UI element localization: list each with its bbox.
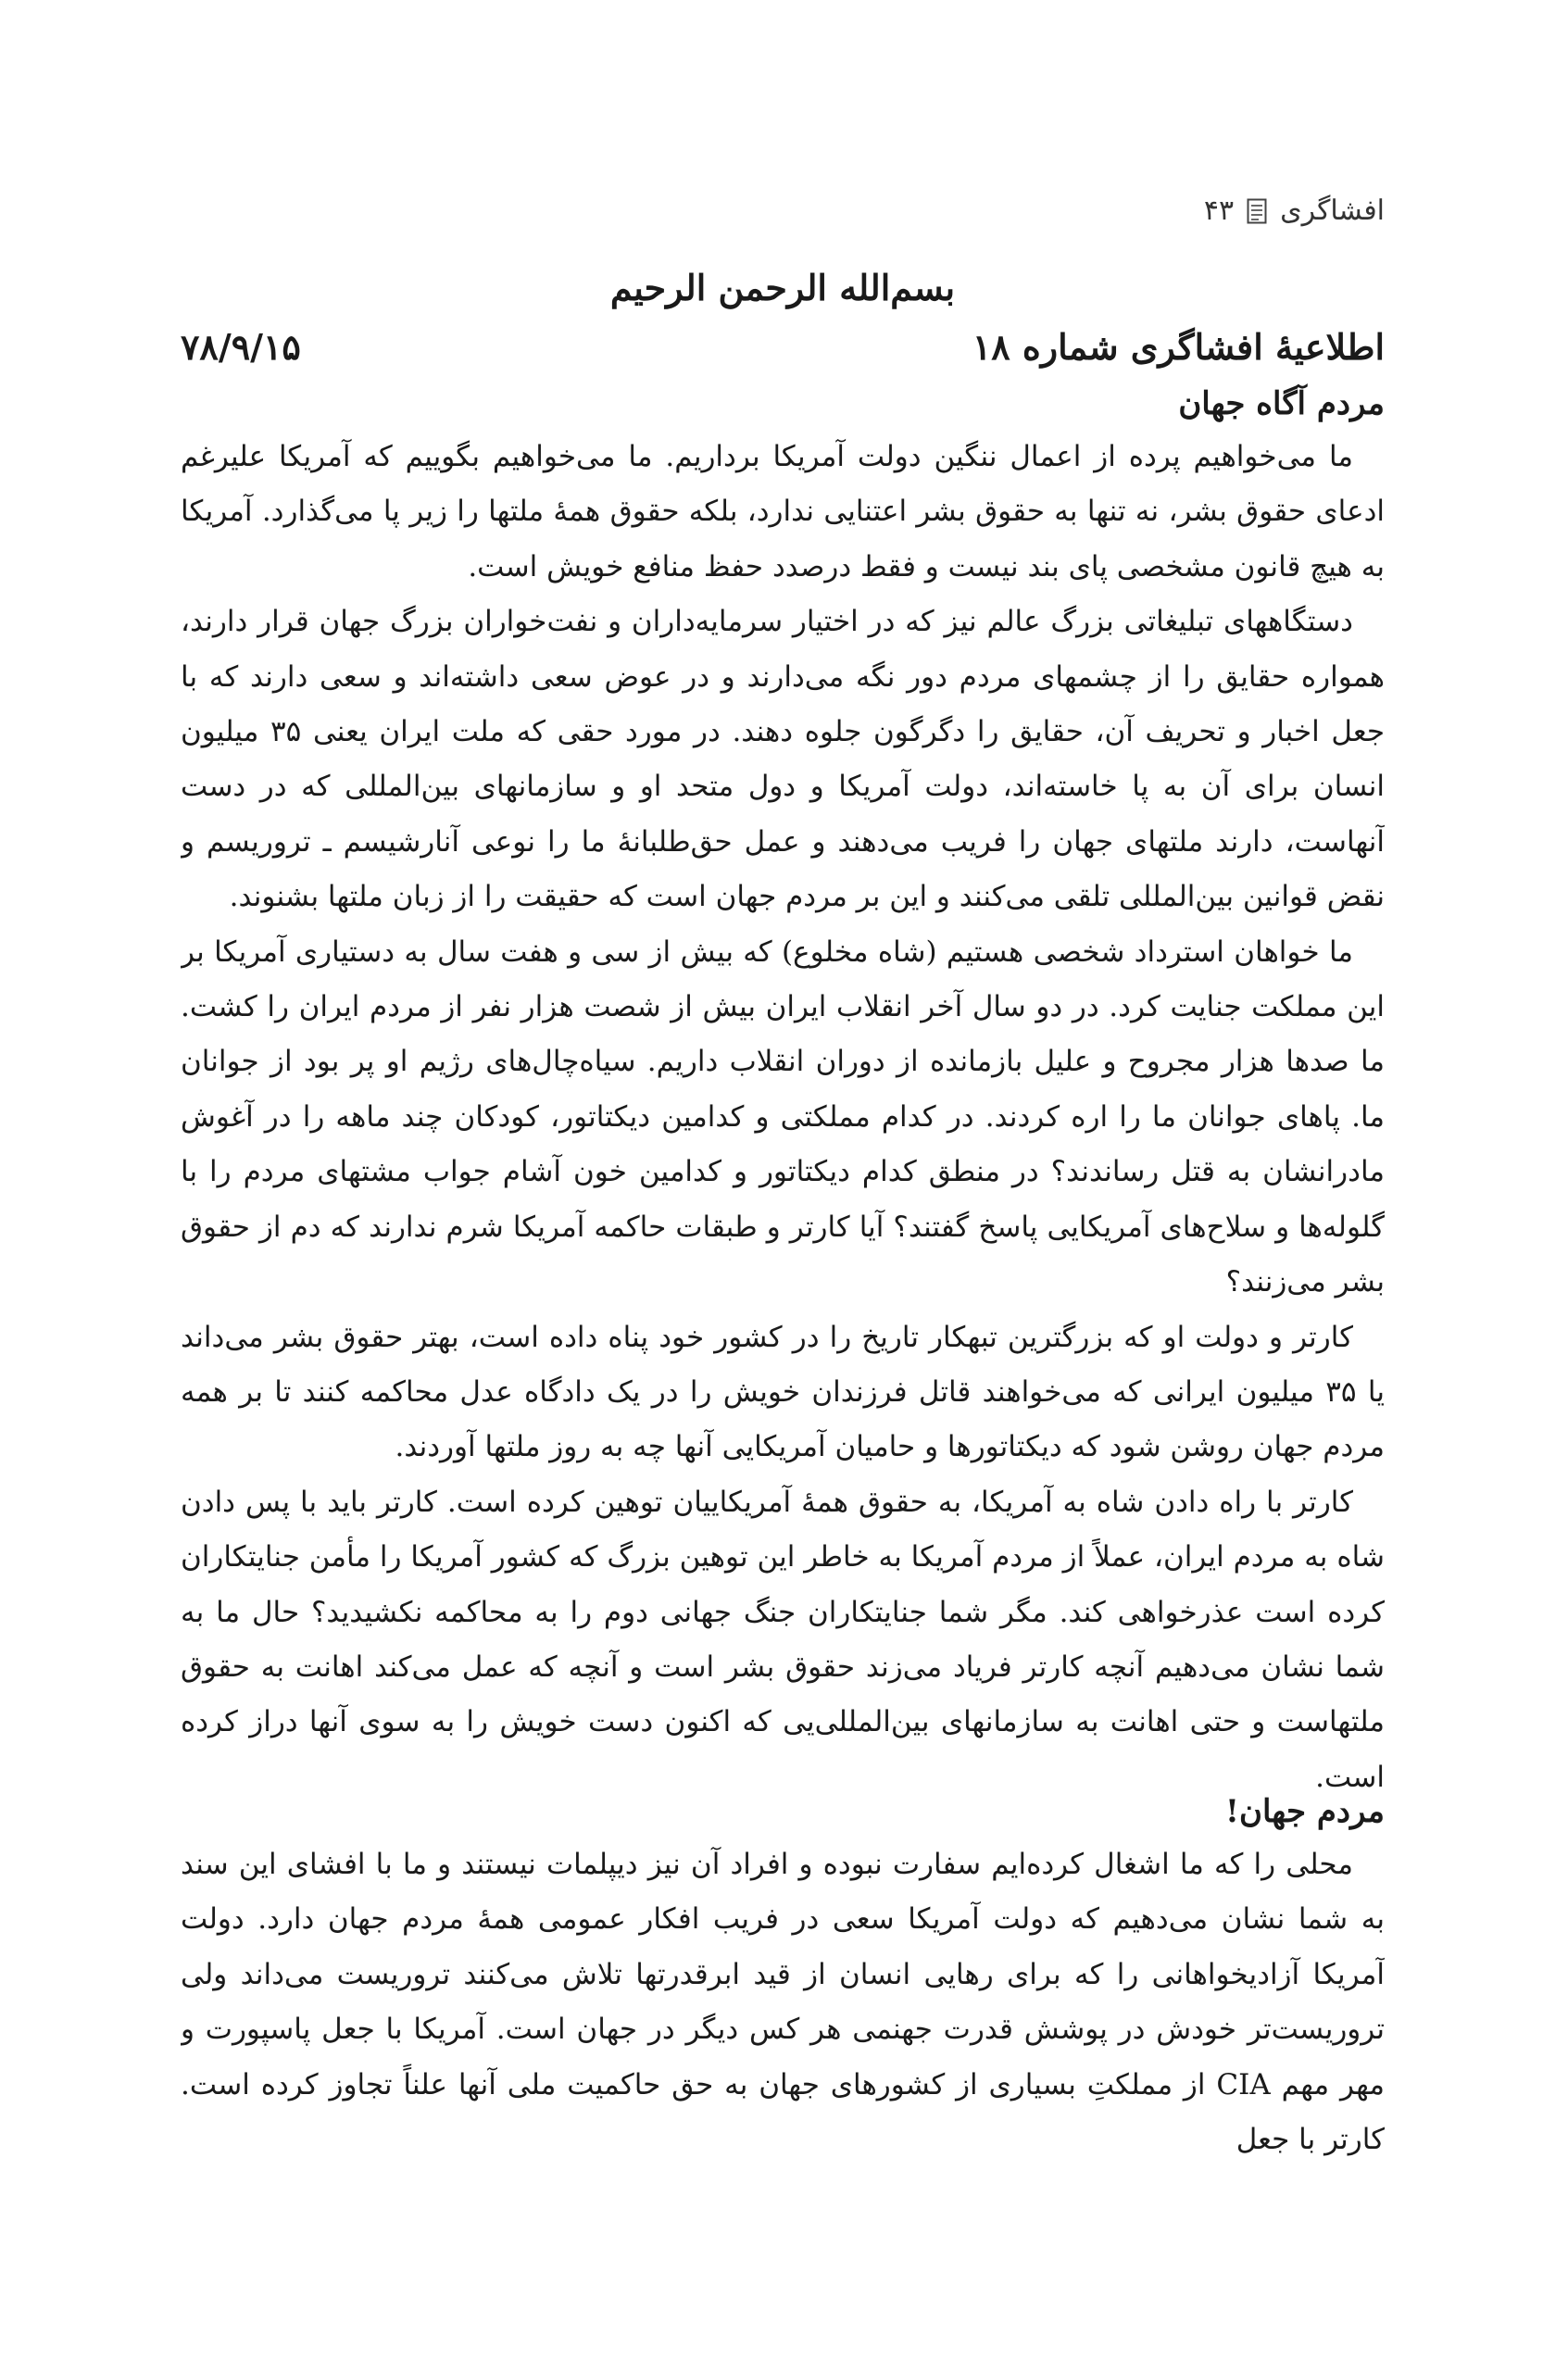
paragraph: ما خواهان استرداد شخصی هستیم (شاه مخلوع) که بیش از سی و هفت سال به دستیاری آمریکا بر این مملکت جنایت کرد. در دو سال آخر انقلاب ایران بیش از شصت هزار نفر از مردم ایران را کشت. ما صدها هزار مجروح و علیل بازمانده از دوران انقلاب داریم. سیاه‌چال‌های رژیم او پر بود از جوانان ما. پاهای جوانان ما را اره کردند. در کدام مملکتی و کدامین دیکتاتور، کودکان چند ماهه را در آغوش مادرانشان به قتل رساندند؟ در منطق کدام دیکتاتور و کدامین خون آشام جواب مشتهای مردم را با گلوله‌ها و سلاح‌های آمریکایی پاسخ گفتند؟ آیا کارتر و طبقات حاکمه آمریکا شرم ندارند که دم از حقوق بشر می‌زنند؟ (181, 935, 1385, 1299)
paragraph: ما می‌خواهیم پرده از اعمال ننگین دولت آمریکا برداریم. ما می‌خواهیم بگوییم که آمریکا علیرغم ادعای حقوق بشر، نه تنها به حقوق بشر اعتنایی ندارد، بلکه حقوق همهٔ ملتها را زیر پا می‌گذارد. آمریکا به هیچ قانون مشخصی پای بند نیست و فقط درصدد حفظ منافع خویش است. (181, 440, 1385, 583)
notice-date: ۷۸/۹/۱۵ (181, 326, 301, 368)
section-world-people (181, 1786, 1385, 2167)
section-heading: مردم جهان! (1225, 1793, 1385, 1830)
paragraph: دستگاههای تبلیغاتی بزرگ عالم نیز که در اختیار سرمایه‌داران و نفت‌خواران بزرگ جهان قرار دارند، همواره حقایق را از چشمهای مردم دور نگه می‌دارند و در عوض سعی داشته‌اند و سعی دارند که با جعل اخبار و تحریف آن، حقایق را دگرگون جلوه دهند. در مورد حقی که ملت ایران یعنی ۳۵ میلیون انسان برای آن به پا خاسته‌اند، دولت آمریکا و دول متحد او و سازمانهای بین‌المللی که در دست آنهاست، دارند ملتهای جهان را فریب می‌دهند و عمل حق‌طلبانهٔ ما را نوعی آنارشیسم ـ تروریسم و نقض قوانین بین‌المللی تلقی می‌کنند و این بر مردم جهان است که حقیقت را از زبان ملتها بشنوند. (181, 605, 1385, 914)
section-heading: مردم آگاه جهان (1178, 385, 1385, 422)
document-icon (1247, 198, 1267, 224)
paragraph: کارتر و دولت او که بزرگترین تبهکار تاریخ را در کشور خود پناه داده است، بهتر حقوق بشر می‌داند یا ۳۵ میلیون ایرانی که می‌خواهند قاتل فرزندان خویش را در یک دادگاه عدل محاکمه کنند تا بر همه مردم جهان روشن شود که دیکتاتورها و حامیان آمریکایی آنها چه به روز ملتها آوردند. (181, 1320, 1385, 1464)
bismillah-heading: بسم‌الله الرحمن الرحیم (609, 267, 956, 308)
running-header (1204, 194, 1385, 227)
notice-info-line (181, 326, 1385, 372)
paragraph: محلی را که ما اشغال کرده‌ایم سفارت نبوده و افراد آن نیز دیپلمات نیستند و ما با افشای این سند به شما نشان می‌دهیم که دولت آمریکا سعی در فریب افکار عمومی همهٔ مردم جهان دارد. دولت آمریکا آزادیخواهانی را که برای رهایی انسان از قید ابرقدرتها تلاش می‌کنند تروریست می‌داند ولی تروریست‌تر خودش در پوشش قدرت جهنمی هر کس دیگر در جهان است. آمریکا با جعل پاسپورت و مهر مهم CIA از مملکتِ بسیاری از کشورهای جهان به حق حاکمیت ملی آنها علناً تجاوز کرده است. کارتر با جعل (181, 1848, 1385, 2157)
paragraph: کارتر با راه دادن شاه به آمریکا، به حقوق همهٔ آمریکاییان توهین کرده است. کارتر باید با پس دادن شاه به مردم ایران، عملاً از مردم آمریکا به خاطر این توهین بزرگ که کشور آمریکا را مأمن جنایتکاران کرده است عذرخواهی کند. مگر شما جنایتکاران جنگ جهانی دوم را به محاکمه نکشیدید؟ حال ما به شما نشان می‌دهیم آنچه کارتر فریاد می‌زند حقوق بشر است و آنچه که عمل می‌کند اهانت به حقوق ملتهاست و حتی اهانت به سازمانهای بین‌المللی‌یی که اکنون دست خویش را به سوی آنها دراز کرده است. (181, 1485, 1385, 1794)
document-page (181, 167, 1385, 2334)
section-aware-people (181, 378, 1385, 1805)
running-title: افشاگری (1280, 194, 1385, 227)
notice-title: اطلاعیهٔ افشاگری شماره ۱۸ (972, 326, 1385, 368)
page-number: ۴۳ (1203, 194, 1235, 227)
